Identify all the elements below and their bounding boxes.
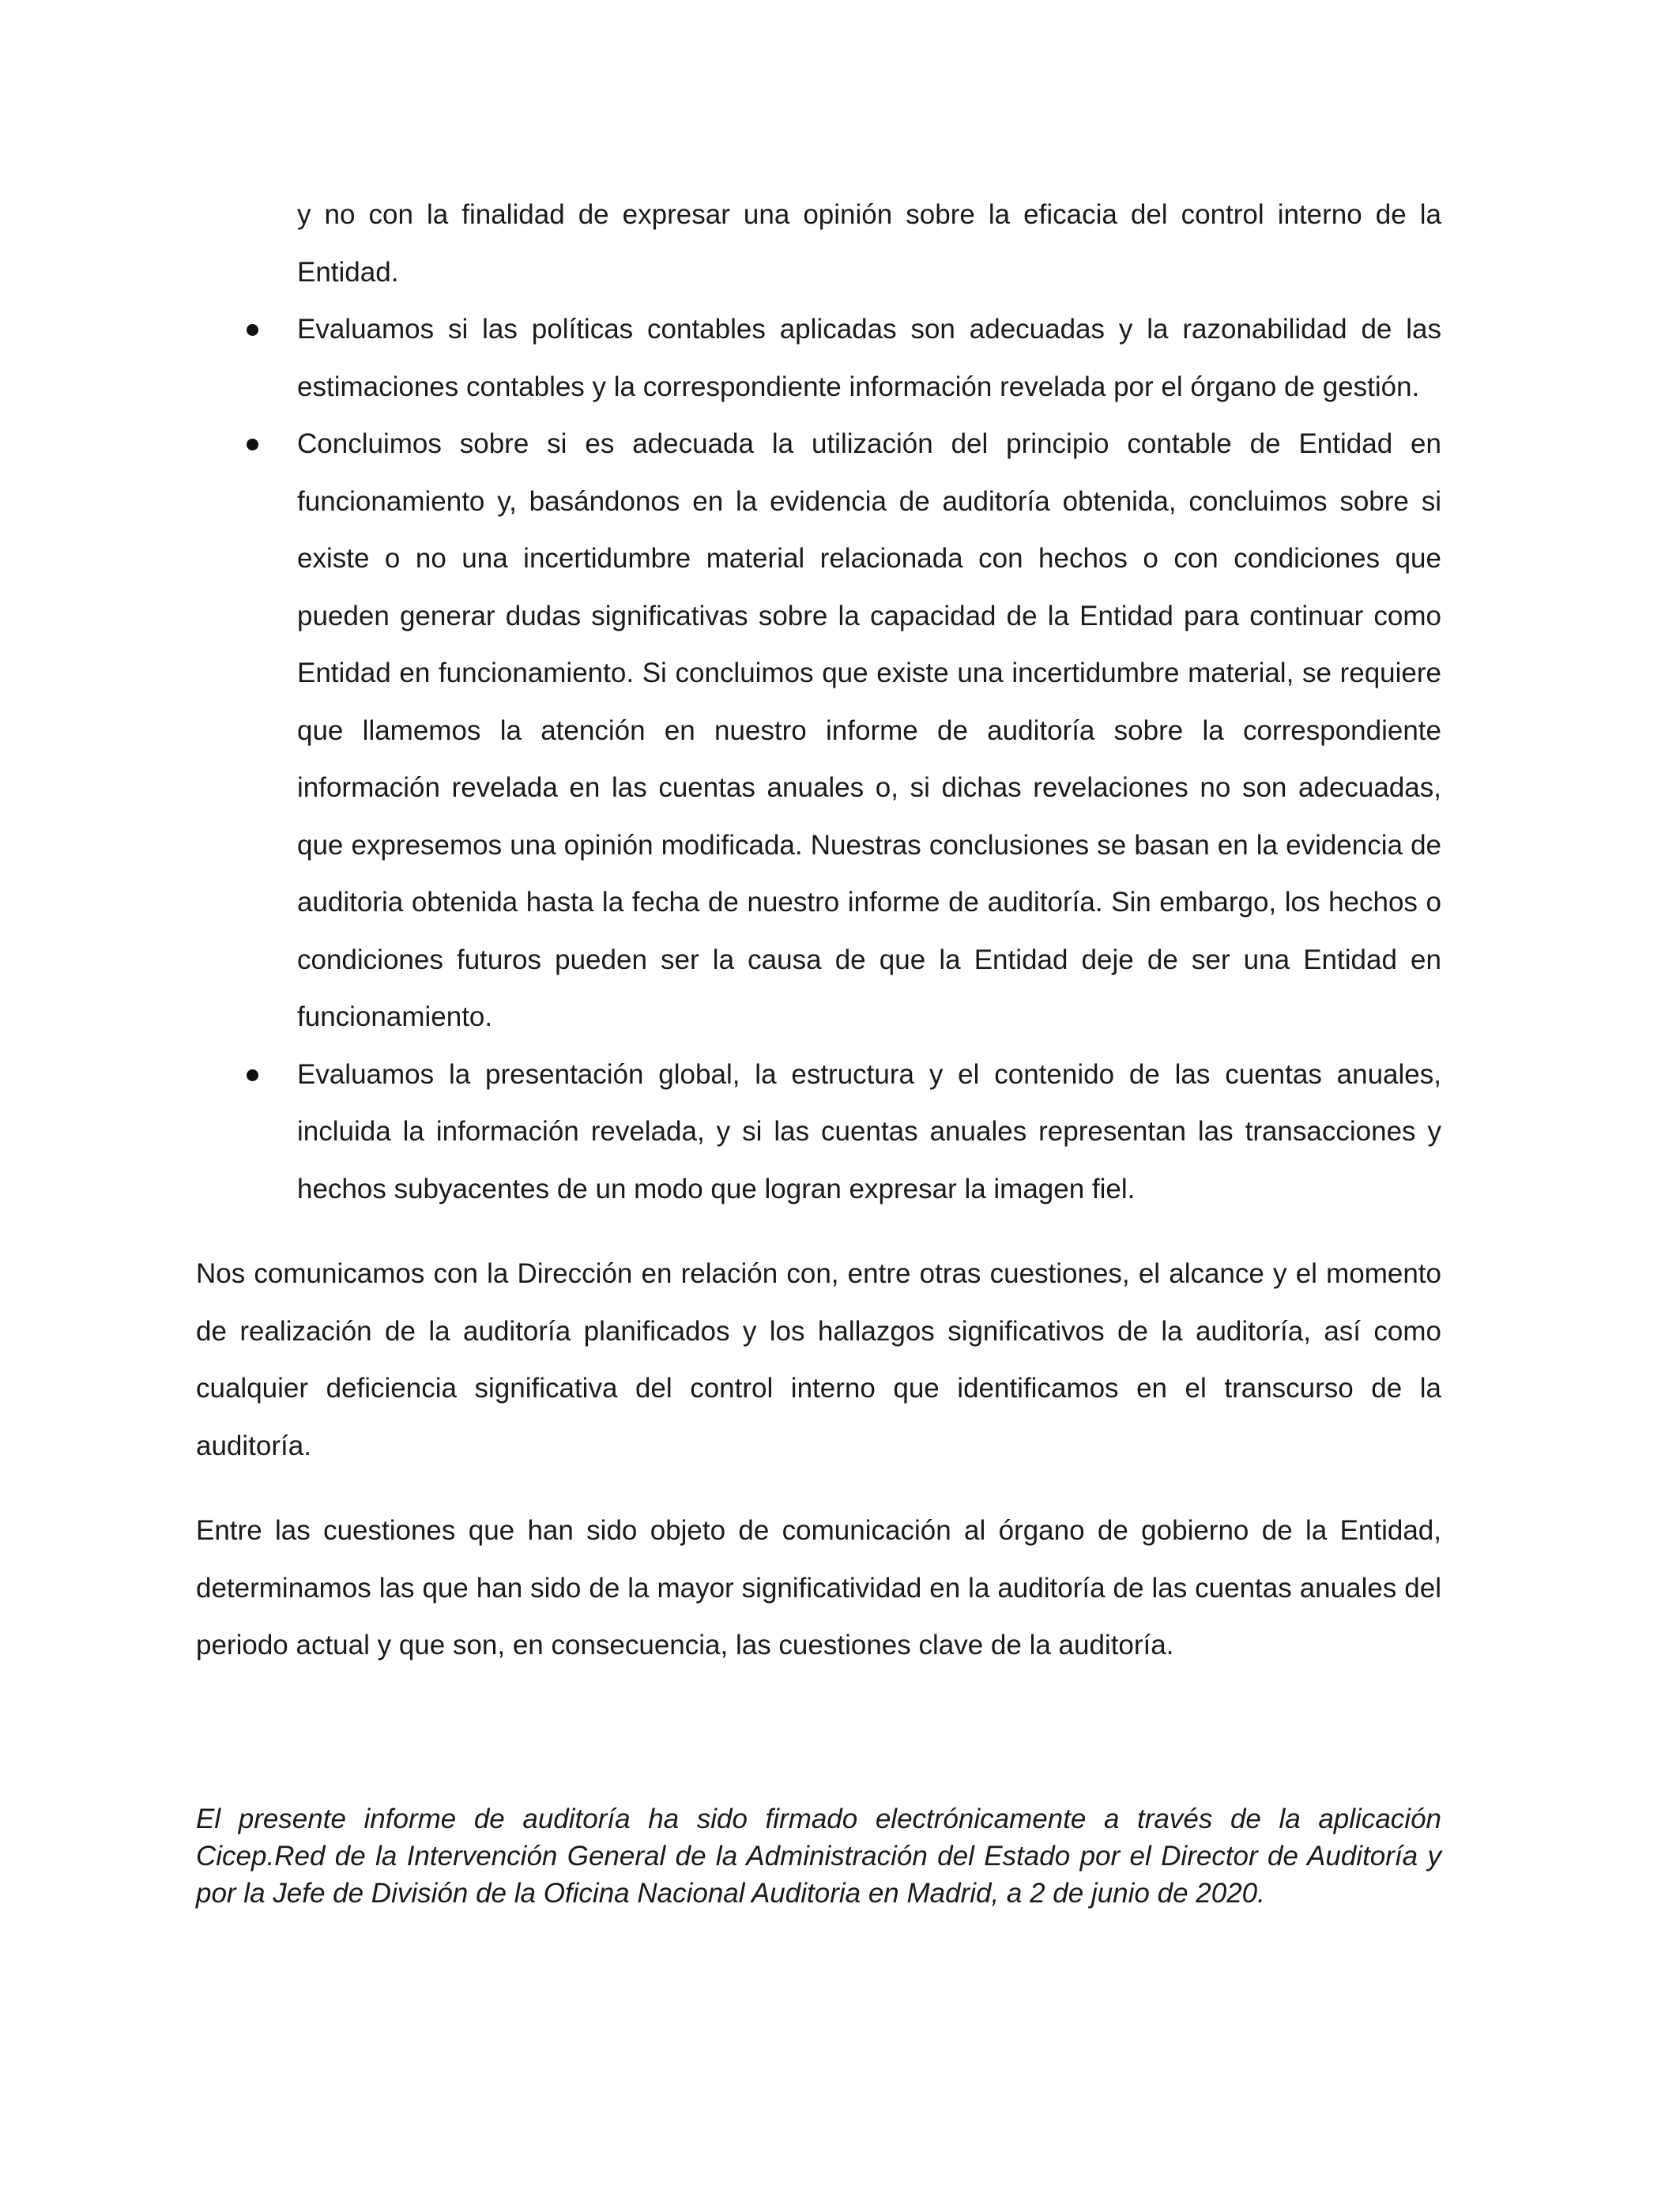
continuation-text: y no con la finalidad de expresar una opinión sobre la eficacia del control interno de la Entidad. [297,199,1441,288]
bullet-icon [247,439,258,450]
list-item [196,301,1441,416]
bullet-text: Evaluamos la presentación global, la estructura y el contenido de las cuentas anuales, incluida la información revelada, y si las cuentas anuales representan las transacciones y hechos subyacentes de un modo que logran expresar la imagen fiel. [297,1058,1441,1204]
electronic-signature-note: El presente informe de auditoría ha sido firmado electrónicamente a través de la aplicación Cicep.Red de la Intervención General de la Administración del Estado por el Director de Auditoría y por la Jefe de División de la Oficina Nacional Auditoria en Madrid, a 2 de junio de 2020. [196,1804,1441,1909]
bullet-text: Evaluamos si las políticas contables aplicadas son adecuadas y la razonabilidad de las estimaciones contables y la correspondiente información revelada por el órgano de gestión. [297,314,1441,402]
paragraph-communication: Nos comunicamos con la Dirección en relación con, entre otras cuestiones, el alcance y el momento de realización de la auditoría planificados y los hallazgos significativos de la auditoría, así como cualquier deficiencia significativa del control interno que identificamos en el transcurso de la auditoría. [196,1258,1441,1461]
paragraph-key-matters: Entre las cuestiones que han sido objeto de comunicación al órgano de gobierno de la Entidad, determinamos las que han sido de la mayor significatividad en la auditoría de las cuentas anuales del periodo actual y que son, en consecuencia, las cuestiones clave de la auditoría. [196,1515,1441,1661]
bullet-list [196,301,1441,1218]
bullet-text: Concluimos sobre si es adecuada la utilización del principio contable de Entidad en funcionamiento y, basándonos en la evidencia de auditoría obtenida, concluimos sobre si existe o no una incertidumbre material relacionada con hechos o con condiciones que pueden generar dudas significativas sobre la capacidad de la Entidad para continuar como Entidad en funcionamiento. Si concluimos que existe una incertidumbre material, se requiere que llamemos la atención en nuestro informe de auditoría sobre la correspondiente información revelada en las cuentas anuales o, si dichas revelaciones no son adecuadas, que expresemos una opinión modificada. Nuestras conclusiones se basan en la evidencia de auditoria obtenida hasta la fecha de nuestro informe de auditoría. Sin embargo, los hechos o condiciones futuros pueden ser la causa de que la Entidad deje de ser una Entidad en funcionamiento. [297,428,1441,1032]
list-item [196,1046,1441,1219]
bullet-icon [247,1069,258,1081]
list-item [196,416,1441,1046]
bullet-icon [247,324,258,336]
